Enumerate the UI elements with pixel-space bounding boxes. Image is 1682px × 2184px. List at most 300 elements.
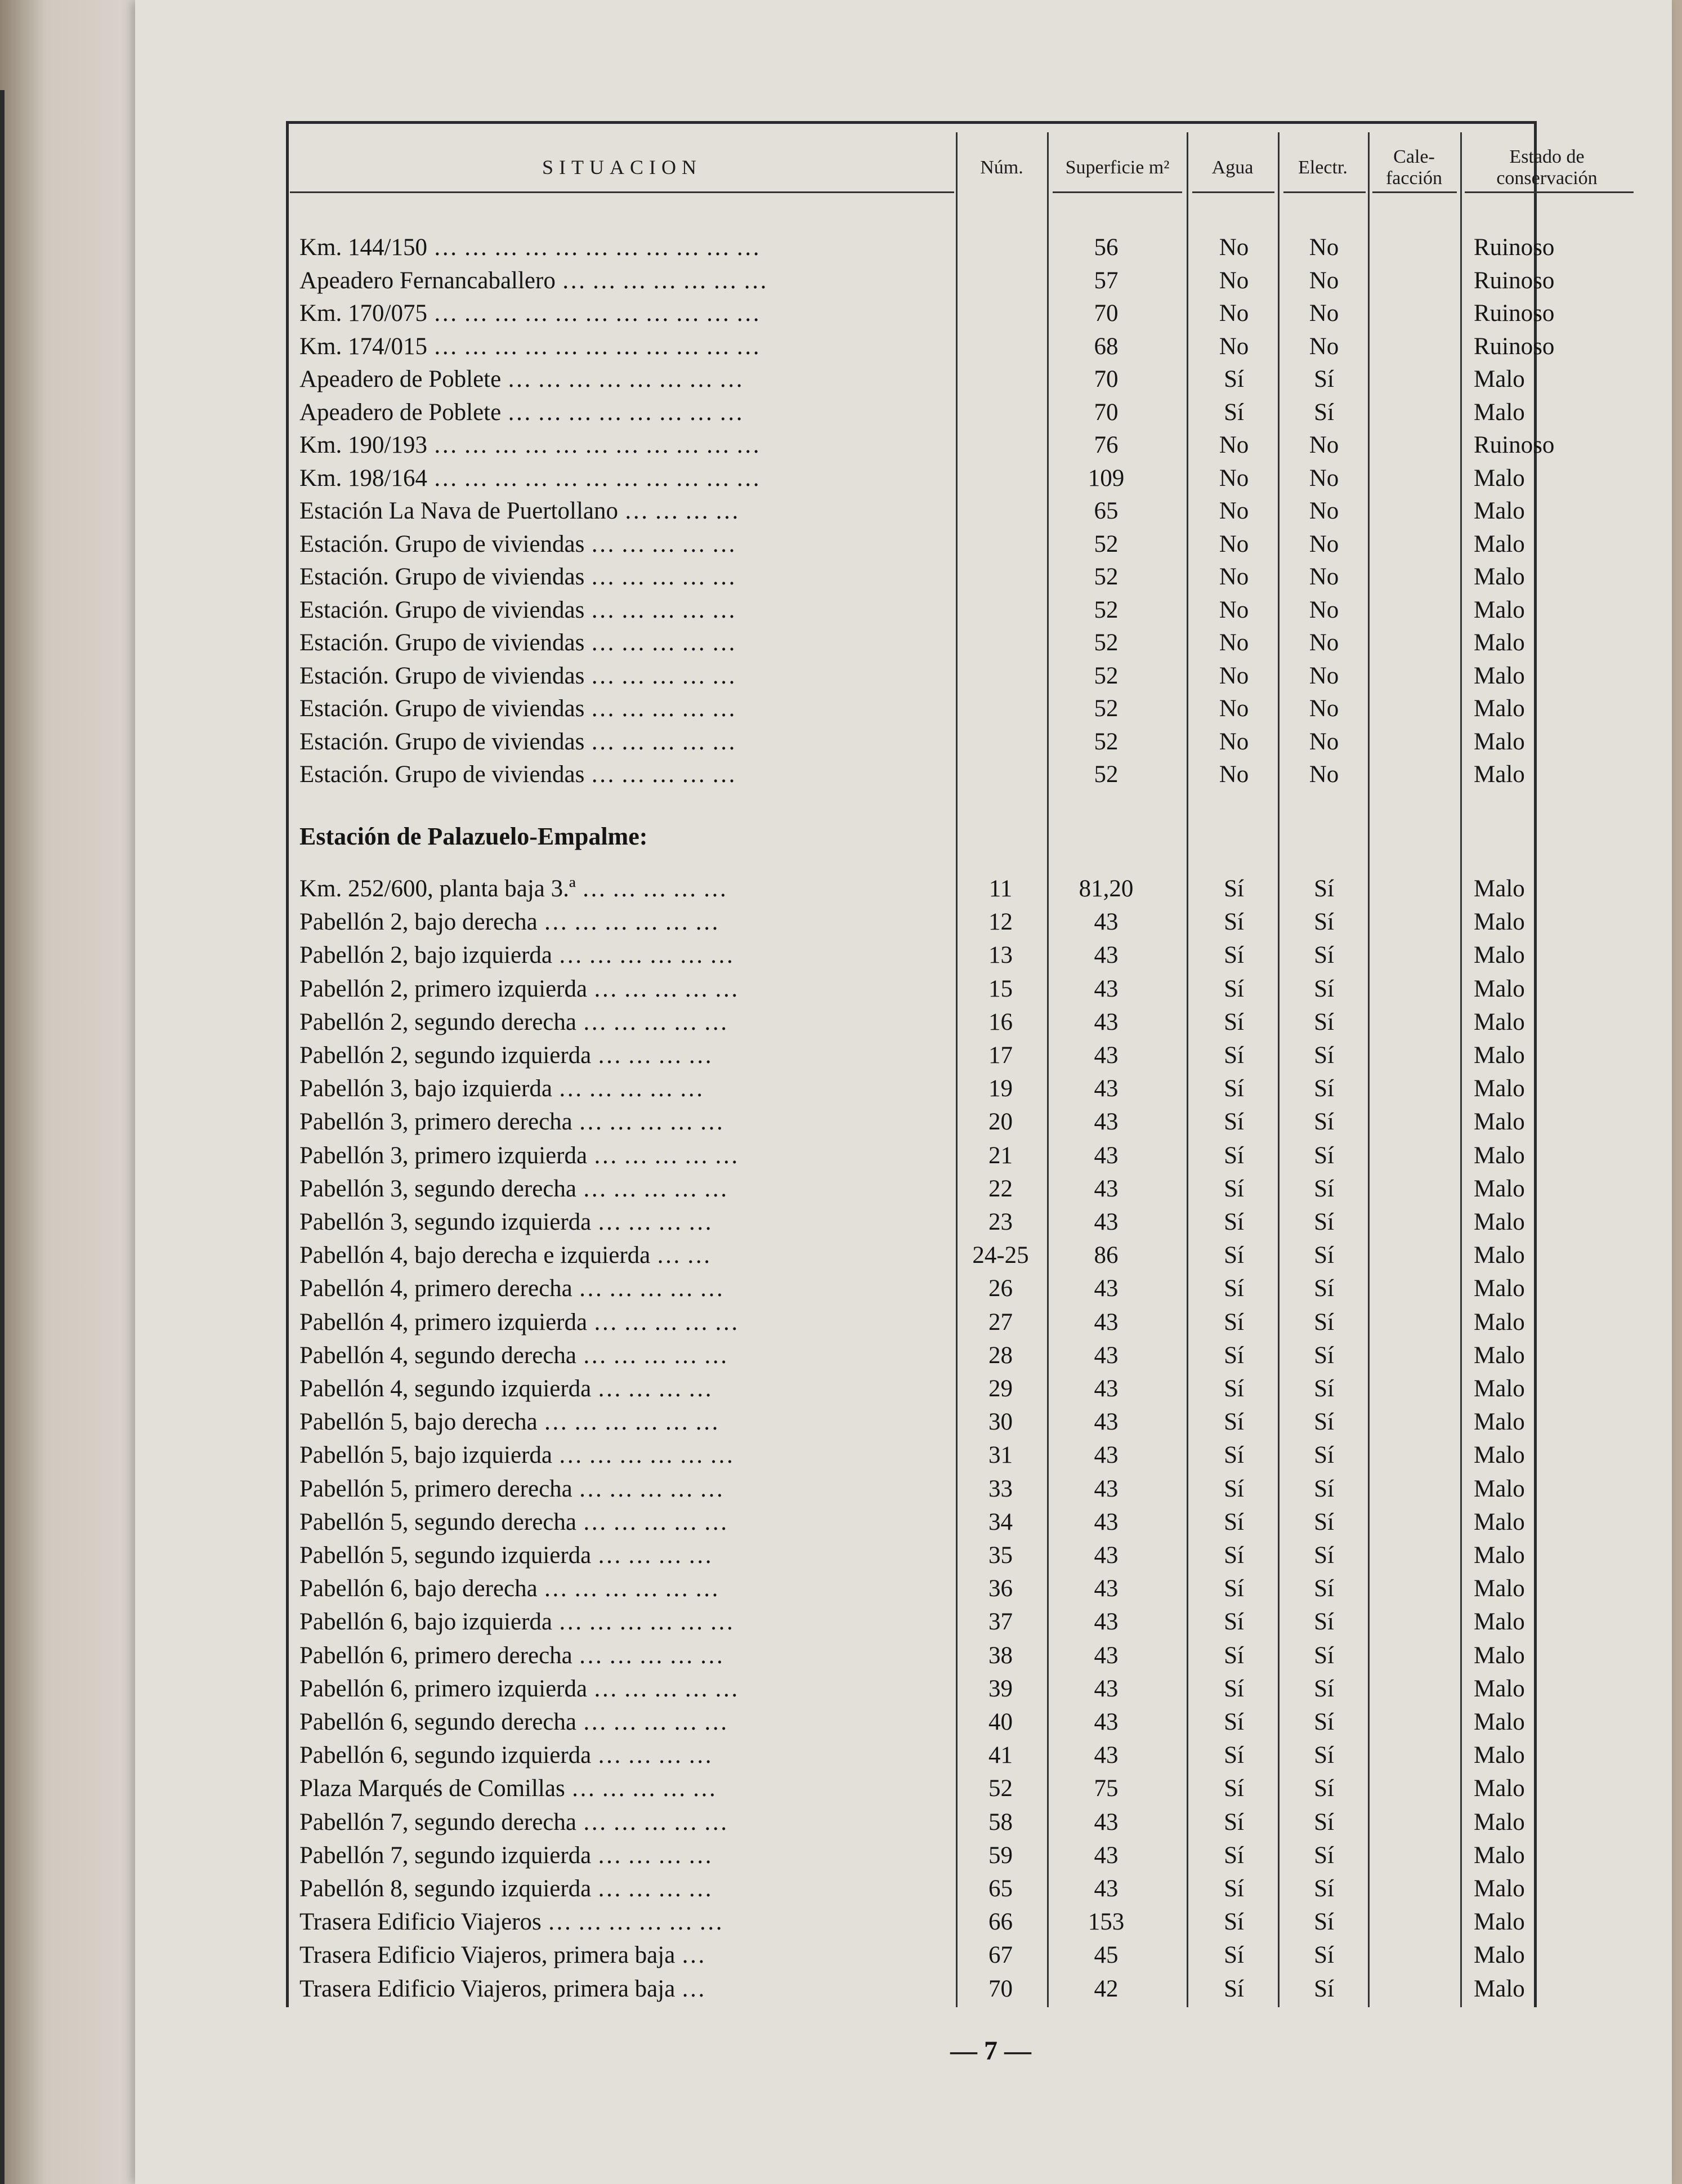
row-estado: Malo: [1474, 1442, 1525, 1469]
row-agua: Sí: [1224, 399, 1244, 426]
row-electr: Sí: [1314, 1808, 1334, 1835]
row-agua: No: [1219, 465, 1249, 492]
row-situacion: Pabellón 2, bajo derecha … … … … … …: [299, 909, 719, 936]
row-estado: Malo: [1474, 1109, 1525, 1136]
row-superficie: 153: [1088, 1909, 1125, 1936]
row-situacion: Estación. Grupo de viviendas … … … … …: [299, 629, 736, 656]
row-situacion: Pabellón 6, primero izquierda … … … … …: [299, 1675, 739, 1702]
row-electr: Sí: [1314, 1275, 1334, 1302]
row-electr: Sí: [1314, 1142, 1334, 1169]
row-estado: Malo: [1474, 399, 1525, 426]
row-estado: Malo: [1474, 1609, 1525, 1636]
row-agua: Sí: [1224, 1808, 1244, 1835]
row-situacion: Pabellón 5, bajo izquierda … … … … … …: [299, 1442, 734, 1469]
row-estado: Malo: [1474, 1642, 1525, 1669]
row-situacion: Estación. Grupo de viviendas … … … … …: [299, 662, 736, 689]
row-num: 36: [988, 1575, 1013, 1602]
row-electr: Sí: [1314, 1442, 1334, 1469]
row-superficie: 43: [1094, 1409, 1119, 1436]
row-estado: Malo: [1474, 1675, 1525, 1702]
row-num: 67: [988, 1942, 1013, 1969]
row-electr: No: [1309, 234, 1339, 261]
row-superficie: 43: [1094, 1475, 1119, 1502]
row-electr: No: [1309, 465, 1339, 492]
row-electr: Sí: [1314, 1742, 1334, 1769]
row-situacion: Apeadero de Poblete … … … … … … … …: [299, 366, 744, 392]
row-situacion: Km. 174/015 … … … … … … … … … … …: [299, 333, 761, 360]
row-agua: Sí: [1224, 1142, 1244, 1169]
row-situacion: Estación. Grupo de viviendas … … … … …: [299, 596, 736, 623]
row-situacion: Trasera Edificio Viajeros, primera baja …: [299, 1975, 706, 2002]
row-electr: Sí: [1314, 1375, 1334, 1402]
row-agua: Sí: [1224, 1042, 1244, 1069]
row-superficie: 43: [1094, 1042, 1119, 1069]
row-electr: No: [1309, 300, 1339, 327]
table-row: [135, 726, 1672, 758]
row-estado: Malo: [1474, 564, 1525, 590]
table-row: [135, 1039, 1672, 1072]
row-agua: No: [1219, 564, 1249, 590]
row-num: 66: [988, 1909, 1013, 1936]
row-estado: Malo: [1474, 1975, 1525, 2002]
row-estado: Malo: [1474, 1308, 1525, 1336]
row-num: 30: [988, 1409, 1013, 1436]
row-agua: Sí: [1224, 1675, 1244, 1702]
row-agua: Sí: [1224, 1109, 1244, 1136]
row-estado: Malo: [1474, 1775, 1525, 1802]
table-row: [135, 1573, 1672, 1605]
row-num: 15: [988, 975, 1013, 1002]
row-estado: Malo: [1474, 761, 1525, 788]
row-electr: Sí: [1314, 1075, 1334, 1102]
table-row: [135, 1640, 1672, 1672]
row-situacion: Pabellón 6, segundo izquierda … … … …: [299, 1742, 713, 1769]
row-agua: Sí: [1224, 1942, 1244, 1969]
row-estado: Malo: [1474, 465, 1525, 492]
row-electr: Sí: [1314, 1175, 1334, 1202]
table-row: [135, 561, 1672, 593]
row-electr: Sí: [1314, 1475, 1334, 1502]
table-row: [135, 1106, 1672, 1138]
row-electr: No: [1309, 564, 1339, 590]
row-electr: Sí: [1314, 1775, 1334, 1802]
row-num: 17: [988, 1042, 1013, 1069]
table-row: [135, 660, 1672, 693]
row-superficie: 86: [1094, 1242, 1119, 1269]
row-superficie: 43: [1094, 1808, 1119, 1835]
row-agua: Sí: [1224, 1409, 1244, 1436]
row-agua: Sí: [1224, 1609, 1244, 1636]
row-num: 21: [988, 1142, 1013, 1169]
row-agua: Sí: [1224, 1209, 1244, 1235]
row-estado: Malo: [1474, 1475, 1525, 1502]
row-agua: Sí: [1224, 1875, 1244, 1902]
table-row: [135, 1073, 1672, 1105]
row-electr: Sí: [1314, 1308, 1334, 1336]
row-agua: No: [1219, 432, 1249, 458]
table-row: [135, 594, 1672, 627]
row-situacion: Pabellón 8, segundo izquierda … … … …: [299, 1875, 713, 1902]
row-agua: No: [1219, 333, 1249, 360]
row-agua: Sí: [1224, 1008, 1244, 1035]
row-estado: Malo: [1474, 629, 1525, 656]
row-agua: No: [1219, 530, 1249, 557]
table-row: [135, 1706, 1672, 1739]
row-estado: Ruinoso: [1474, 234, 1555, 261]
table-row: [135, 1839, 1672, 1872]
table-row: [135, 1306, 1672, 1339]
row-electr: Sí: [1314, 1542, 1334, 1569]
row-superficie: 43: [1094, 1075, 1119, 1102]
table-row: [135, 1173, 1672, 1205]
table-row: [135, 873, 1672, 905]
row-num: 20: [988, 1109, 1013, 1136]
row-num: 39: [988, 1675, 1013, 1702]
row-situacion: Apeadero Fernancaballero … … … … … … …: [299, 267, 768, 294]
table-row: [135, 1939, 1672, 1972]
table-row: [135, 1373, 1672, 1405]
row-situacion: Pabellón 7, segundo derecha … … … … …: [299, 1808, 728, 1835]
row-superficie: 43: [1094, 1109, 1119, 1136]
row-superficie: 43: [1094, 1709, 1119, 1735]
row-estado: Malo: [1474, 498, 1525, 524]
header-estado: Estado de conservación: [1496, 146, 1598, 189]
row-superficie: 43: [1094, 975, 1119, 1002]
table-row: [135, 758, 1672, 791]
row-superficie: 75: [1094, 1775, 1119, 1802]
row-estado: Malo: [1474, 1942, 1525, 1969]
row-electr: No: [1309, 530, 1339, 557]
table-row: [135, 429, 1672, 462]
row-situacion: Pabellón 6, bajo derecha … … … … … …: [299, 1575, 719, 1602]
row-num: 24-25: [972, 1242, 1029, 1269]
row-superficie: 43: [1094, 1675, 1119, 1702]
row-num: 52: [988, 1775, 1013, 1802]
row-situacion: Km. 170/075 … … … … … … … … … … …: [299, 300, 761, 327]
row-estado: Malo: [1474, 1842, 1525, 1869]
table-row: [135, 330, 1672, 363]
row-electr: Sí: [1314, 399, 1334, 426]
row-superficie: 43: [1094, 1175, 1119, 1202]
row-estado: Malo: [1474, 530, 1525, 557]
row-superficie: 52: [1094, 629, 1119, 656]
row-estado: Malo: [1474, 1575, 1525, 1602]
row-estado: Malo: [1474, 728, 1525, 755]
row-agua: No: [1219, 300, 1249, 327]
row-superficie: 43: [1094, 1742, 1119, 1769]
row-superficie: 43: [1094, 1575, 1119, 1602]
row-estado: Malo: [1474, 1242, 1525, 1269]
row-agua: Sí: [1224, 1709, 1244, 1735]
row-electr: Sí: [1314, 1109, 1334, 1136]
row-situacion: Estación. Grupo de viviendas … … … … …: [299, 564, 736, 590]
table-row: [135, 1439, 1672, 1472]
row-electr: No: [1309, 728, 1339, 755]
table-row: [135, 1673, 1672, 1705]
row-num: 34: [988, 1508, 1013, 1535]
row-agua: Sí: [1224, 1642, 1244, 1669]
row-situacion: Pabellón 3, bajo izquierda … … … … …: [299, 1075, 704, 1102]
row-electr: Sí: [1314, 1409, 1334, 1436]
row-agua: No: [1219, 662, 1249, 689]
row-num: 12: [988, 909, 1013, 936]
row-agua: Sí: [1224, 975, 1244, 1002]
row-electr: Sí: [1314, 1675, 1334, 1702]
table-row: [135, 1806, 1672, 1839]
row-num: 29: [988, 1375, 1013, 1402]
row-estado: Malo: [1474, 1375, 1525, 1402]
row-superficie: 81,20: [1079, 876, 1134, 902]
row-situacion: Plaza Marqués de Comillas … … … … …: [299, 1775, 717, 1802]
row-situacion: Pabellón 6, primero derecha … … … … …: [299, 1642, 724, 1669]
row-agua: No: [1219, 267, 1249, 294]
row-estado: Malo: [1474, 695, 1525, 722]
row-estado: Malo: [1474, 596, 1525, 623]
table-row: [135, 1739, 1672, 1772]
row-agua: Sí: [1224, 1275, 1244, 1302]
table-row: [135, 1506, 1672, 1539]
header-situacion: SITUACION: [542, 155, 702, 178]
row-superficie: 43: [1094, 1342, 1119, 1369]
table-row: [135, 1140, 1672, 1172]
row-electr: No: [1309, 432, 1339, 458]
row-situacion: Pabellón 6, segundo derecha … … … … …: [299, 1709, 728, 1735]
row-superficie: 70: [1094, 300, 1119, 327]
row-situacion: Km. 190/193 … … … … … … … … … … …: [299, 432, 761, 458]
header-calefaccion: Cale- facción: [1385, 146, 1443, 189]
row-estado: Malo: [1474, 1808, 1525, 1835]
row-estado: Ruinoso: [1474, 267, 1555, 294]
row-estado: Malo: [1474, 662, 1525, 689]
section-title-palazuelo: Estación de Palazuelo-Empalme:: [299, 823, 648, 850]
table-row: [135, 363, 1672, 396]
row-num: 33: [988, 1475, 1013, 1502]
row-estado: Malo: [1474, 1742, 1525, 1769]
row-agua: No: [1219, 234, 1249, 261]
table-row: [135, 265, 1672, 297]
row-agua: Sí: [1224, 909, 1244, 936]
row-estado: Malo: [1474, 1175, 1525, 1202]
row-superficie: 70: [1094, 366, 1119, 392]
table-row: [135, 396, 1672, 429]
row-superficie: 109: [1088, 465, 1125, 492]
row-agua: Sí: [1224, 1175, 1244, 1202]
row-num: 19: [988, 1075, 1013, 1102]
row-superficie: 43: [1094, 1375, 1119, 1402]
table-row: [135, 1473, 1672, 1506]
row-agua: Sí: [1224, 1542, 1244, 1569]
row-superficie: 52: [1094, 662, 1119, 689]
row-situacion: Estación La Nava de Puertollano … … … …: [299, 498, 739, 524]
row-electr: Sí: [1314, 1508, 1334, 1535]
row-situacion: Pabellón 5, segundo derecha … … … … …: [299, 1508, 728, 1535]
row-situacion: Pabellón 4, segundo izquierda … … … …: [299, 1375, 713, 1402]
row-estado: Ruinoso: [1474, 432, 1555, 458]
row-num: 59: [988, 1842, 1013, 1869]
row-superficie: 56: [1094, 234, 1119, 261]
header-rule-situacion: [290, 191, 954, 193]
row-electr: Sí: [1314, 1909, 1334, 1936]
row-electr: Sí: [1314, 1975, 1334, 2002]
row-electr: Sí: [1314, 1042, 1334, 1069]
row-superficie: 65: [1094, 498, 1119, 524]
row-num: 11: [988, 876, 1013, 902]
row-agua: No: [1219, 498, 1249, 524]
previous-page-edge: [0, 90, 5, 2184]
row-superficie: 43: [1094, 1209, 1119, 1235]
row-estado: Malo: [1474, 1042, 1525, 1069]
row-num: 58: [988, 1808, 1013, 1835]
row-electr: Sí: [1314, 1008, 1334, 1035]
row-situacion: Pabellón 5, bajo derecha … … … … … …: [299, 1409, 719, 1436]
row-num: 41: [988, 1742, 1013, 1769]
table-row: [135, 693, 1672, 725]
row-num: 70: [988, 1975, 1013, 2002]
row-superficie: 45: [1094, 1942, 1119, 1969]
header-superficie: Superficie m²: [1065, 157, 1170, 178]
row-estado: Malo: [1474, 1409, 1525, 1436]
row-electr: No: [1309, 267, 1339, 294]
row-estado: Malo: [1474, 1542, 1525, 1569]
header-agua: Agua: [1211, 157, 1254, 178]
header-num: Núm.: [980, 157, 1023, 178]
row-superficie: 76: [1094, 432, 1119, 458]
row-situacion: Km. 198/164 … … … … … … … … … … …: [299, 465, 761, 492]
row-situacion: Estación. Grupo de viviendas … … … … …: [299, 761, 736, 788]
row-superficie: 43: [1094, 1008, 1119, 1035]
row-estado: Malo: [1474, 1142, 1525, 1169]
row-agua: Sí: [1224, 1975, 1244, 2002]
row-agua: No: [1219, 695, 1249, 722]
row-superficie: 43: [1094, 909, 1119, 936]
row-num: 13: [988, 942, 1013, 969]
document-page: [135, 0, 1672, 2184]
row-superficie: 43: [1094, 942, 1119, 969]
row-situacion: Pabellón 4, primero izquierda … … … … …: [299, 1308, 739, 1336]
row-situacion: Pabellón 4, bajo derecha e izquierda … …: [299, 1242, 711, 1269]
table-row: [135, 1272, 1672, 1305]
row-estado: Malo: [1474, 1075, 1525, 1102]
row-situacion: Pabellón 3, segundo derecha … … … … …: [299, 1175, 728, 1202]
row-situacion: Pabellón 5, primero derecha … … … … …: [299, 1475, 724, 1502]
row-situacion: Pabellón 5, segundo izquierda … … … …: [299, 1542, 713, 1569]
table-row: [135, 1539, 1672, 1572]
row-electr: Sí: [1314, 975, 1334, 1002]
row-situacion: Estación. Grupo de viviendas … … … … …: [299, 728, 736, 755]
row-superficie: 70: [1094, 399, 1119, 426]
row-situacion: Apeadero de Poblete … … … … … … … …: [299, 399, 744, 426]
row-situacion: Pabellón 4, primero derecha … … … … …: [299, 1275, 724, 1302]
row-estado: Malo: [1474, 1275, 1525, 1302]
row-num: 35: [988, 1542, 1013, 1569]
row-electr: Sí: [1314, 909, 1334, 936]
row-agua: No: [1219, 761, 1249, 788]
row-superficie: 57: [1094, 267, 1119, 294]
row-superficie: 52: [1094, 564, 1119, 590]
row-estado: Malo: [1474, 942, 1525, 969]
row-situacion: Km. 144/150 … … … … … … … … … … …: [299, 234, 761, 261]
row-num: 65: [988, 1875, 1013, 1902]
row-estado: Malo: [1474, 1875, 1525, 1902]
row-agua: Sí: [1224, 1508, 1244, 1535]
row-num: 23: [988, 1209, 1013, 1235]
row-superficie: 43: [1094, 1842, 1119, 1869]
book-spine-shadow: [0, 0, 158, 2184]
row-situacion: Pabellón 4, segundo derecha … … … … …: [299, 1342, 728, 1369]
row-electr: Sí: [1314, 366, 1334, 392]
table-row: [135, 973, 1672, 1006]
row-agua: Sí: [1224, 1909, 1244, 1936]
row-num: 31: [988, 1442, 1013, 1469]
row-estado: Ruinoso: [1474, 333, 1555, 360]
row-superficie: 43: [1094, 1609, 1119, 1636]
row-electr: Sí: [1314, 1942, 1334, 1969]
row-superficie: 52: [1094, 695, 1119, 722]
row-agua: Sí: [1224, 1475, 1244, 1502]
row-electr: Sí: [1314, 942, 1334, 969]
header-rule-superficie: [1053, 191, 1182, 193]
row-agua: Sí: [1224, 1308, 1244, 1336]
row-estado: Malo: [1474, 1909, 1525, 1936]
row-agua: No: [1219, 629, 1249, 656]
row-situacion: Pabellón 7, segundo izquierda … … … …: [299, 1842, 713, 1869]
row-electr: No: [1309, 629, 1339, 656]
row-estado: Malo: [1474, 366, 1525, 392]
row-situacion: Trasera Edificio Viajeros … … … … … …: [299, 1909, 723, 1936]
row-situacion: Pabellón 3, primero derecha … … … … …: [299, 1109, 724, 1136]
row-situacion: Pabellón 2, bajo izquierda … … … … … …: [299, 942, 734, 969]
row-agua: Sí: [1224, 1375, 1244, 1402]
row-agua: No: [1219, 728, 1249, 755]
row-num: 28: [988, 1342, 1013, 1369]
table-row: [135, 1873, 1672, 1905]
row-superficie: 52: [1094, 530, 1119, 557]
row-situacion: Pabellón 6, bajo izquierda … … … … … …: [299, 1609, 734, 1636]
row-superficie: 43: [1094, 1542, 1119, 1569]
row-situacion: Pabellón 3, primero izquierda … … … … …: [299, 1142, 739, 1169]
row-electr: Sí: [1314, 876, 1334, 902]
row-electr: Sí: [1314, 1242, 1334, 1269]
table-row: [135, 462, 1672, 495]
table-row: [135, 1239, 1672, 1272]
header-rule-estado: [1465, 191, 1634, 193]
row-num: 40: [988, 1709, 1013, 1735]
table-row: [135, 627, 1672, 659]
row-agua: Sí: [1224, 942, 1244, 969]
row-agua: No: [1219, 596, 1249, 623]
row-estado: Malo: [1474, 909, 1525, 936]
row-superficie: 52: [1094, 761, 1119, 788]
table-row: [135, 231, 1672, 264]
header-electr: Electr.: [1298, 157, 1348, 178]
header-rule-calefaccion: [1372, 191, 1457, 193]
table-row: [135, 1973, 1672, 2006]
row-electr: Sí: [1314, 1342, 1334, 1369]
row-electr: Sí: [1314, 1875, 1334, 1902]
table-row: [135, 1406, 1672, 1439]
table-row: [135, 297, 1672, 330]
row-electr: Sí: [1314, 1842, 1334, 1869]
row-estado: Malo: [1474, 1508, 1525, 1535]
table-row: [135, 1606, 1672, 1638]
table-row: [135, 1772, 1672, 1805]
row-estado: Malo: [1474, 1342, 1525, 1369]
row-num: 16: [988, 1008, 1013, 1035]
row-estado: Malo: [1474, 1209, 1525, 1235]
row-electr: No: [1309, 761, 1339, 788]
row-superficie: 52: [1094, 728, 1119, 755]
row-situacion: Estación. Grupo de viviendas … … … … …: [299, 530, 736, 557]
